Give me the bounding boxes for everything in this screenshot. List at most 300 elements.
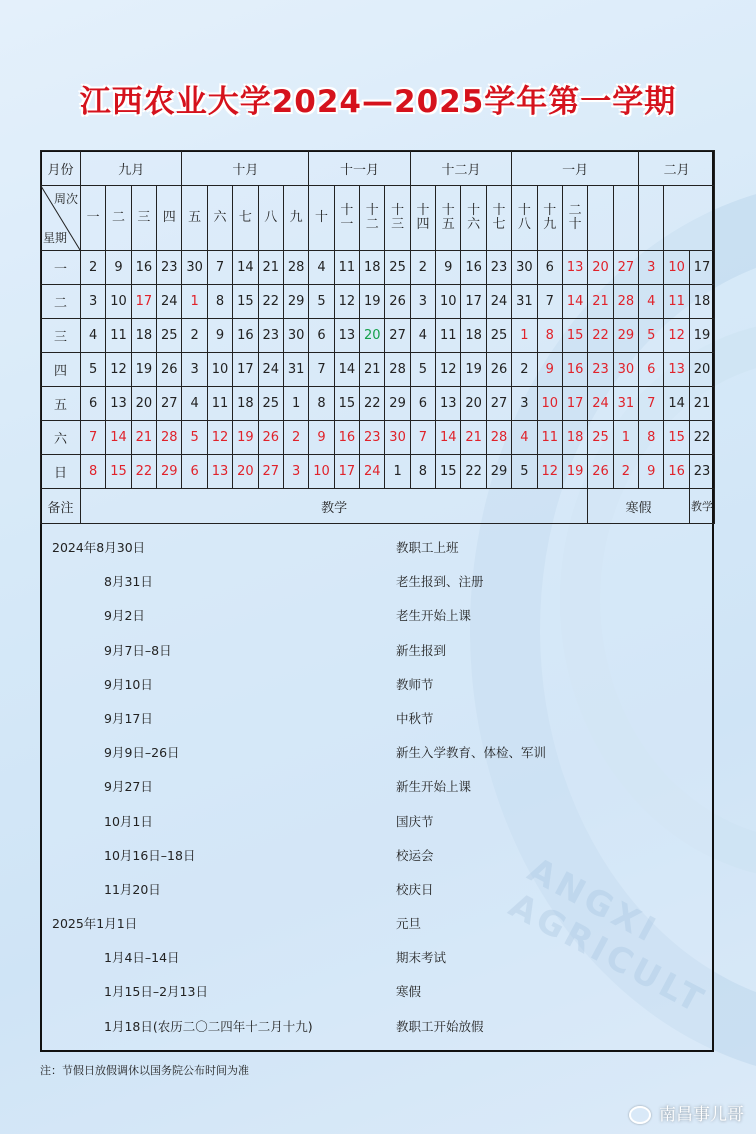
date-cell: 31: [613, 387, 638, 421]
event-row: [42, 906, 712, 940]
page-title: 江西农业大学2024—2025学年第一学期: [79, 84, 677, 120]
date-cell: 25: [486, 319, 511, 353]
date-cell: 11: [664, 285, 689, 319]
week-number-cell: [157, 186, 182, 251]
date-cell: 14: [436, 421, 461, 455]
date-cell: 31: [283, 353, 308, 387]
date-cell: 8: [639, 421, 664, 455]
weekday-name: 一: [41, 251, 81, 285]
date-cell: 15: [664, 421, 689, 455]
week-number-cell: [334, 186, 359, 251]
date-cell: 18: [131, 319, 156, 353]
date-cell: 19: [360, 285, 385, 319]
event-row: [42, 667, 712, 701]
date-cell: 30: [512, 251, 537, 285]
week-number: 二: [112, 210, 126, 225]
week-number-cell: [664, 186, 715, 251]
date-cell: 9: [207, 319, 232, 353]
event-description: 中秋节: [396, 710, 434, 726]
date-cell: 18: [233, 387, 258, 421]
watermark-text: ANGXI AGRICULT: [502, 850, 713, 1023]
date-cell: 4: [410, 319, 435, 353]
date-cell: 23: [157, 251, 182, 285]
week-number: 十 四: [416, 203, 430, 232]
date-cell: 12: [664, 319, 689, 353]
week-number-cell: [207, 186, 232, 251]
week-number-cell: [106, 186, 131, 251]
event-date: 9月2日: [104, 608, 145, 624]
weekday-row: [41, 285, 715, 319]
weekday-label: 星期: [43, 231, 68, 245]
date-cell: 27: [613, 251, 638, 285]
date-cell: 11: [334, 251, 359, 285]
date-cell: 22: [689, 421, 714, 455]
date-cell: 17: [562, 387, 587, 421]
date-cell: 15: [334, 387, 359, 421]
date-cell: 21: [360, 353, 385, 387]
event-row: [42, 564, 712, 598]
date-cell: 7: [207, 251, 232, 285]
date-cell: 4: [182, 387, 207, 421]
date-cell: 5: [410, 353, 435, 387]
month-row: [41, 151, 715, 186]
event-description: 元旦: [396, 916, 422, 932]
date-cell: 10: [106, 285, 131, 319]
date-cell: 12: [537, 455, 562, 489]
date-cell: 14: [664, 387, 689, 421]
date-cell: 29: [385, 387, 410, 421]
date-cell: 27: [157, 387, 182, 421]
event-date: 10月1日: [104, 813, 153, 829]
week-number: 十 二: [365, 203, 379, 232]
date-cell: 7: [81, 421, 106, 455]
week-row: [41, 186, 715, 251]
event-row: [42, 804, 712, 838]
event-description: 国庆节: [396, 813, 434, 829]
month-cell: 九月: [81, 151, 182, 186]
week-number-cell: [81, 186, 106, 251]
week-number: 九: [289, 210, 303, 225]
date-cell: 7: [537, 285, 562, 319]
week-number: 二 十: [568, 203, 582, 232]
date-cell: 18: [689, 285, 714, 319]
date-cell: 4: [639, 285, 664, 319]
weekday-row: [41, 421, 715, 455]
weekday-name: 六: [41, 421, 81, 455]
month-cell: 十月: [182, 151, 309, 186]
date-cell: 26: [385, 285, 410, 319]
event-description: 老生报到、注册: [396, 574, 484, 590]
remarks-row: [41, 489, 715, 524]
date-cell: 16: [664, 455, 689, 489]
date-cell: 15: [436, 455, 461, 489]
date-cell: 10: [207, 353, 232, 387]
week-number-cell: [385, 186, 410, 251]
event-date: 2025年1月1日: [52, 916, 138, 932]
date-cell: 10: [436, 285, 461, 319]
date-cell: 25: [588, 421, 613, 455]
week-number-cell: [131, 186, 156, 251]
event-date: 9月9日–26日: [104, 745, 180, 761]
date-cell: 13: [436, 387, 461, 421]
date-cell: 9: [436, 251, 461, 285]
date-cell: 2: [283, 421, 308, 455]
date-cell: 15: [233, 285, 258, 319]
week-day-corner: [41, 186, 81, 251]
date-cell: 17: [131, 285, 156, 319]
week-number-cell: [613, 186, 638, 251]
date-cell: 26: [588, 455, 613, 489]
month-cell: 十二月: [410, 151, 511, 186]
week-number-cell: [410, 186, 435, 251]
event-description: 教师节: [396, 676, 434, 692]
event-description: 新生开始上课: [396, 779, 472, 795]
date-cell: 14: [106, 421, 131, 455]
date-cell: 7: [309, 353, 334, 387]
event-description: 新生报到: [396, 642, 447, 658]
date-cell: 21: [131, 421, 156, 455]
date-cell: 5: [639, 319, 664, 353]
weekday-name: 二: [41, 285, 81, 319]
date-cell: 27: [385, 319, 410, 353]
date-cell: 24: [588, 387, 613, 421]
month-header-label: 月份: [41, 151, 81, 186]
date-cell: 13: [207, 455, 232, 489]
event-date: 10月16日–18日: [104, 847, 196, 863]
week-number: 六: [213, 210, 227, 225]
event-description: 教职工开始放假: [396, 1018, 484, 1034]
teaching-period-2: 教学: [689, 489, 714, 524]
teaching-period: 教学: [81, 489, 588, 524]
date-cell: 6: [537, 251, 562, 285]
date-cell: 11: [207, 387, 232, 421]
week-label: 周次: [53, 192, 78, 206]
week-number-cell: [233, 186, 258, 251]
week-number-cell: [512, 186, 537, 251]
date-cell: 28: [613, 285, 638, 319]
date-cell: 28: [486, 421, 511, 455]
date-cell: 29: [613, 319, 638, 353]
remarks-label: 备注: [41, 489, 81, 524]
date-cell: 15: [106, 455, 131, 489]
date-cell: 9: [106, 251, 131, 285]
event-row: [42, 701, 712, 735]
date-cell: 1: [283, 387, 308, 421]
date-cell: 24: [360, 455, 385, 489]
date-cell: 21: [588, 285, 613, 319]
date-cell: 28: [157, 421, 182, 455]
date-cell: 3: [81, 285, 106, 319]
week-number-cell: [360, 186, 385, 251]
date-cell: 6: [182, 455, 207, 489]
date-cell: 2: [613, 455, 638, 489]
date-cell: 9: [537, 353, 562, 387]
week-number: 十 七: [492, 203, 506, 232]
week-number: 十 八: [517, 203, 531, 232]
date-cell: 22: [131, 455, 156, 489]
date-cell: 9: [309, 421, 334, 455]
event-row: [42, 872, 712, 906]
week-number: 十 五: [441, 203, 455, 232]
date-cell: 14: [334, 353, 359, 387]
date-cell: 25: [385, 251, 410, 285]
date-cell: 5: [182, 421, 207, 455]
week-number: 十 一: [340, 203, 354, 232]
week-number: 八: [264, 210, 278, 225]
week-number: 三: [137, 210, 151, 225]
event-row: [42, 735, 712, 769]
date-cell: 4: [81, 319, 106, 353]
date-cell: 12: [106, 353, 131, 387]
date-cell: 8: [309, 387, 334, 421]
weekday-row: [41, 319, 715, 353]
date-cell: 9: [639, 455, 664, 489]
week-number-cell: [537, 186, 562, 251]
date-cell: 3: [182, 353, 207, 387]
week-number: 四: [162, 210, 176, 225]
date-cell: 29: [157, 455, 182, 489]
week-number-cell: [309, 186, 334, 251]
date-cell: 10: [309, 455, 334, 489]
date-cell: 1: [385, 455, 410, 489]
date-cell: 27: [486, 387, 511, 421]
event-description: 教职工上班: [396, 540, 459, 555]
date-cell: 26: [258, 421, 283, 455]
date-cell: 3: [639, 251, 664, 285]
weekday-name: 四: [41, 353, 81, 387]
date-cell: 22: [258, 285, 283, 319]
weekday-name: 日: [41, 455, 81, 489]
weekday-name: 三: [41, 319, 81, 353]
date-cell: 5: [309, 285, 334, 319]
date-cell: 21: [258, 251, 283, 285]
date-cell: 23: [360, 421, 385, 455]
date-cell: 20: [233, 455, 258, 489]
date-cell: 21: [461, 421, 486, 455]
date-cell: 26: [157, 353, 182, 387]
date-cell: 20: [588, 251, 613, 285]
week-number: 七: [238, 210, 252, 225]
event-date: 8月31日: [104, 574, 153, 590]
event-date: 1月18日(农历二〇二四年十二月十九): [104, 1018, 313, 1034]
event-row: [42, 598, 712, 632]
event-row: [42, 838, 712, 872]
week-number-cell: [461, 186, 486, 251]
date-cell: 1: [613, 421, 638, 455]
date-cell: 20: [131, 387, 156, 421]
event-date: 9月17日: [104, 710, 153, 726]
date-cell: 20: [360, 319, 385, 353]
date-cell: 3: [410, 285, 435, 319]
date-cell: 27: [258, 455, 283, 489]
date-cell: 11: [537, 421, 562, 455]
event-date: 9月7日–8日: [104, 642, 172, 658]
date-cell: 28: [283, 251, 308, 285]
date-cell: 18: [562, 421, 587, 455]
month-cell: 十一月: [309, 151, 410, 186]
date-cell: 16: [131, 251, 156, 285]
week-number: 五: [188, 210, 202, 225]
date-cell: 8: [410, 455, 435, 489]
date-cell: 8: [81, 455, 106, 489]
event-date: 1月4日–14日: [104, 950, 180, 966]
date-cell: 13: [664, 353, 689, 387]
date-cell: 1: [182, 285, 207, 319]
footnote: 注：节假日放假调休以国务院公布时间为准: [40, 1064, 249, 1077]
week-number: 十 九: [543, 203, 557, 232]
date-cell: 3: [512, 387, 537, 421]
week-number: 一: [86, 210, 100, 225]
event-row: [42, 769, 712, 803]
date-cell: 2: [410, 251, 435, 285]
date-cell: 23: [258, 319, 283, 353]
date-cell: 22: [360, 387, 385, 421]
date-cell: 17: [461, 285, 486, 319]
date-cell: 14: [233, 251, 258, 285]
brand-watermark: [629, 1100, 744, 1125]
month-cell: 一月: [512, 151, 639, 186]
week-number-cell: [182, 186, 207, 251]
date-cell: 19: [131, 353, 156, 387]
date-cell: 6: [81, 387, 106, 421]
date-cell: 26: [486, 353, 511, 387]
event-description: 校庆日: [396, 881, 434, 897]
date-cell: 19: [689, 319, 714, 353]
event-row: [42, 974, 712, 1008]
brand-name: 南昌事儿哥: [659, 1105, 744, 1125]
event-date: 11月20日: [104, 881, 161, 897]
date-cell: 30: [283, 319, 308, 353]
weekday-row: [41, 387, 715, 421]
event-date: 1月15日–2月13日: [104, 984, 208, 1000]
date-cell: 21: [689, 387, 714, 421]
week-number: 十 六: [467, 203, 481, 232]
date-cell: 30: [385, 421, 410, 455]
date-cell: 10: [664, 251, 689, 285]
date-cell: 16: [562, 353, 587, 387]
date-cell: 19: [461, 353, 486, 387]
date-cell: 4: [309, 251, 334, 285]
date-cell: 18: [360, 251, 385, 285]
calendar-table: [40, 150, 715, 524]
date-cell: 3: [283, 455, 308, 489]
week-number-cell: [436, 186, 461, 251]
week-number-cell: [639, 186, 664, 251]
week-number-cell: [283, 186, 308, 251]
date-cell: 13: [106, 387, 131, 421]
winter-vacation-period: 寒假: [588, 489, 690, 524]
date-cell: 16: [233, 319, 258, 353]
date-cell: 4: [512, 421, 537, 455]
date-cell: 30: [182, 251, 207, 285]
weekday-name: 五: [41, 387, 81, 421]
event-date: 9月10日: [104, 676, 153, 692]
date-cell: 20: [689, 353, 714, 387]
date-cell: 6: [410, 387, 435, 421]
date-cell: 28: [385, 353, 410, 387]
date-cell: 7: [639, 387, 664, 421]
week-number: 十 三: [391, 203, 405, 232]
date-cell: 24: [157, 285, 182, 319]
date-cell: 25: [157, 319, 182, 353]
month-cell: 二月: [639, 151, 715, 186]
date-cell: 24: [258, 353, 283, 387]
date-cell: 12: [334, 285, 359, 319]
date-cell: 5: [512, 455, 537, 489]
event-description: 寒假: [396, 984, 422, 1000]
date-cell: 13: [562, 251, 587, 285]
date-cell: 11: [106, 319, 131, 353]
date-cell: 7: [410, 421, 435, 455]
week-number-cell: [258, 186, 283, 251]
date-cell: 12: [207, 421, 232, 455]
event-description: 新生入学教育、体检、军训: [396, 745, 547, 761]
date-cell: 23: [588, 353, 613, 387]
date-cell: 5: [81, 353, 106, 387]
date-cell: 6: [309, 319, 334, 353]
date-cell: 13: [334, 319, 359, 353]
date-cell: 19: [562, 455, 587, 489]
date-cell: 16: [334, 421, 359, 455]
date-cell: 19: [233, 421, 258, 455]
date-cell: 29: [283, 285, 308, 319]
event-row: [42, 530, 712, 564]
date-cell: 17: [689, 251, 714, 285]
date-cell: 22: [588, 319, 613, 353]
date-cell: 6: [639, 353, 664, 387]
date-cell: 12: [436, 353, 461, 387]
date-cell: 31: [512, 285, 537, 319]
date-cell: 8: [537, 319, 562, 353]
date-cell: 8: [207, 285, 232, 319]
date-cell: 24: [486, 285, 511, 319]
date-cell: 25: [258, 387, 283, 421]
event-description: 校运会: [396, 847, 434, 863]
week-number: 十: [314, 210, 328, 225]
event-description: 老生开始上课: [396, 608, 472, 624]
week-number-cell: [486, 186, 511, 251]
date-cell: 17: [233, 353, 258, 387]
week-number-cell: [562, 186, 587, 251]
week-number-cell: [588, 186, 613, 251]
events-list: [42, 530, 712, 1043]
event-date: 2024年8月30日: [52, 540, 146, 555]
date-cell: 30: [613, 353, 638, 387]
date-cell: 17: [334, 455, 359, 489]
date-cell: 2: [512, 353, 537, 387]
date-cell: 20: [461, 387, 486, 421]
date-cell: 15: [562, 319, 587, 353]
date-cell: 16: [461, 251, 486, 285]
weibo-logo-icon: [629, 1106, 651, 1124]
date-cell: 14: [562, 285, 587, 319]
event-description: 期末考试: [396, 950, 447, 966]
date-cell: 23: [689, 455, 714, 489]
date-cell: 23: [486, 251, 511, 285]
date-cell: 1: [512, 319, 537, 353]
date-cell: 22: [461, 455, 486, 489]
date-cell: 11: [436, 319, 461, 353]
weekday-row: [41, 455, 715, 489]
event-date: 9月27日: [104, 779, 153, 795]
date-cell: 18: [461, 319, 486, 353]
date-cell: 29: [486, 455, 511, 489]
date-cell: 2: [182, 319, 207, 353]
event-row: [42, 1009, 712, 1043]
weekday-row: [41, 251, 715, 285]
date-cell: 10: [537, 387, 562, 421]
weekday-row: [41, 353, 715, 387]
